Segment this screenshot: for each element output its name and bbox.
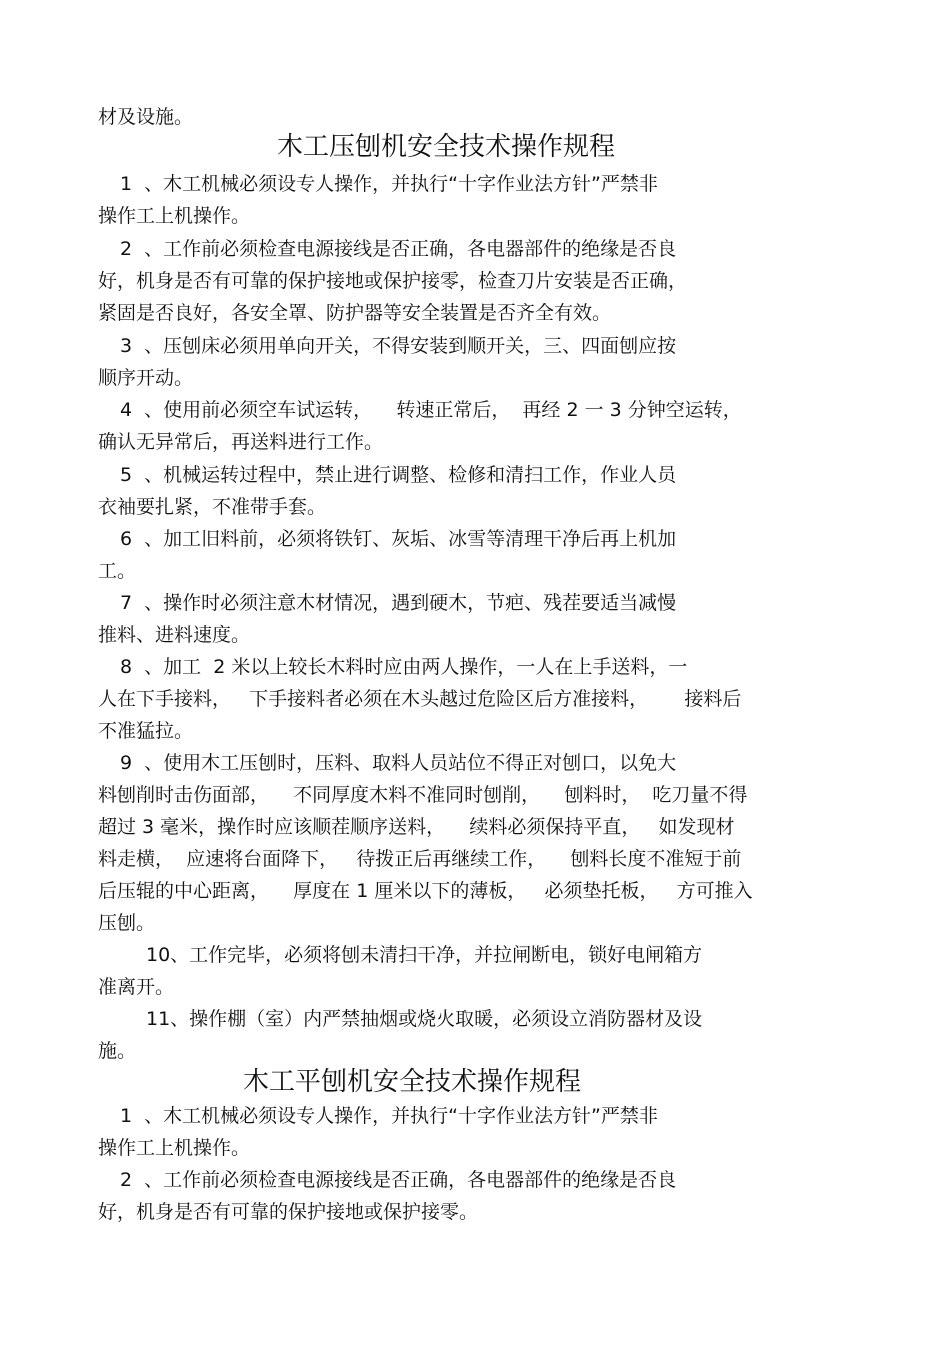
s1-line: 9 、使用木工压刨时，压料、取料人员站位不得正对刨口，以免大 bbox=[120, 752, 677, 774]
s1-line: 超过 3 毫米，操作时应该顺茬顺序送料， 续料必须保持平直， 如发现材 bbox=[98, 816, 735, 838]
s1-line: 8 、加工 2 米以上较长木料时应由两人操作，一人在上手送料，一 bbox=[120, 656, 688, 678]
s1-line: 准离开。 bbox=[98, 976, 175, 998]
s1-line: 3 、压刨床必须用单向开关，不得安装到顺开关，三、四面刨应按 bbox=[120, 335, 677, 357]
s1-line: 推料、进料速度。 bbox=[98, 624, 251, 646]
s1-line: 确认无异常后，再送料进行工作。 bbox=[98, 431, 384, 453]
s1-line: 施。 bbox=[98, 1040, 137, 1062]
s1-line: 操作工上机操作。 bbox=[98, 205, 251, 227]
s2-line: 好，机身是否有可靠的保护接地或保护接零。 bbox=[98, 1201, 479, 1223]
s1-line: 后压辊的中心距离， 厚度在 1 厘米以下的薄板， 必须垫托板， 方可推入 bbox=[98, 880, 753, 902]
section1-title: 木工压刨机安全技术操作规程 bbox=[277, 132, 616, 162]
s1-line: 紧固是否良好，各安全罩、防护器等安全装置是否齐全有效。 bbox=[98, 302, 612, 324]
s1-line: 6 、加工旧料前，必须将铁钉、灰垢、冰雪等清理干净后再上机加 bbox=[120, 528, 677, 550]
s1-line: 料刨削时击伤面部， 不同厚度木料不准同时刨削， 刨料时， 吃刀量不得 bbox=[98, 784, 748, 806]
s1-line: 2 、工作前必须检查电源接线是否正确，各电器部件的绝缘是否良 bbox=[120, 238, 677, 260]
s1-line: 7 、操作时必须注意木材情况，遇到硬木，节疤、残茬要适当减慢 bbox=[120, 592, 677, 614]
s1-line: 5 、机械运转过程中，禁止进行调整、检修和清扫工作，作业人员 bbox=[120, 464, 677, 486]
s1-line: 11、操作棚（室）内严禁抽烟或烧火取暖，必须设立消防器材及设 bbox=[146, 1008, 703, 1030]
s1-line: 10、工作完毕，必须将刨未清扫干净，并拉闸断电，锁好电闸箱方 bbox=[146, 944, 703, 966]
s1-line: 不准猛拉。 bbox=[98, 720, 194, 742]
section2-title: 木工平刨机安全技术操作规程 bbox=[243, 1067, 582, 1097]
s1-line: 衣袖要扎紧，不准带手套。 bbox=[98, 496, 327, 518]
prev-section-tail: 材及设施。 bbox=[98, 106, 194, 128]
s1-line: 4 、使用前必须空车试运转， 转速正常后， 再经 2 一 3 分钟空运转， bbox=[120, 399, 742, 421]
s1-line: 人在下手接料， 下手接料者必须在木头越过危险区后方准接料， 接料后 bbox=[98, 688, 742, 710]
s1-line: 压刨。 bbox=[98, 912, 156, 934]
s2-line: 1 、木工机械必须设专人操作，并执行“十字作业法方针”严禁非 bbox=[120, 1105, 658, 1127]
s1-line: 1 、木工机械必须设专人操作，并执行“十字作业法方针”严禁非 bbox=[120, 173, 658, 195]
s1-line: 顺序开动。 bbox=[98, 367, 194, 389]
s1-line: 工。 bbox=[98, 560, 137, 582]
s2-line: 2 、工作前必须检查电源接线是否正确，各电器部件的绝缘是否良 bbox=[120, 1169, 677, 1191]
s1-line: 料走横， 应速将台面降下， 待拨正后再继续工作， 刨料长度不准短于前 bbox=[98, 848, 742, 870]
s2-line: 操作工上机操作。 bbox=[98, 1137, 251, 1159]
s1-line: 好，机身是否有可靠的保护接地或保护接零，检查刀片安装是否正确， bbox=[98, 270, 688, 292]
